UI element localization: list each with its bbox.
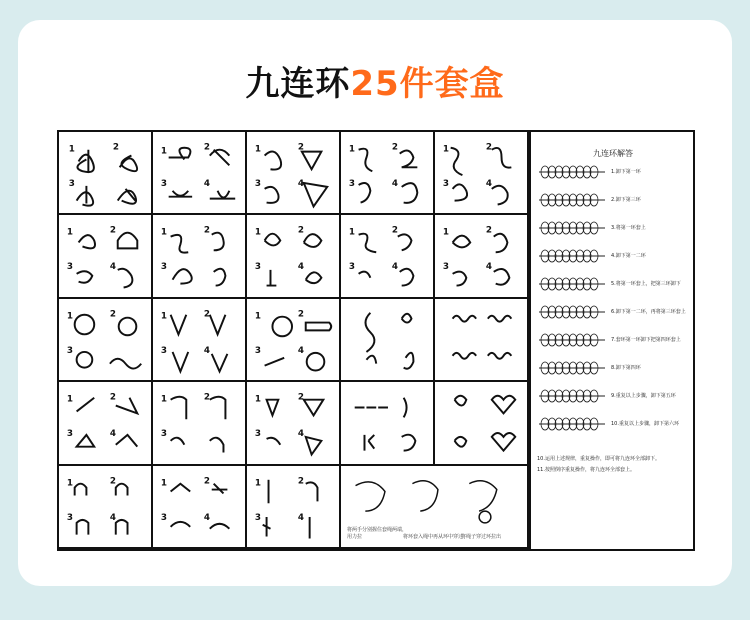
puzzle-cell xyxy=(153,466,247,549)
solution-sheet xyxy=(57,130,695,551)
svg-text:4: 4 xyxy=(203,512,211,523)
guide-step-text: 10.重复以上步骤，卸下第六环 xyxy=(611,421,679,427)
puzzle-cell xyxy=(59,215,153,298)
svg-text:2: 2 xyxy=(203,309,211,320)
svg-text:3: 3 xyxy=(66,345,73,356)
svg-text:1: 1 xyxy=(254,144,261,155)
svg-text:4: 4 xyxy=(485,178,493,189)
puzzle-cell xyxy=(59,299,153,382)
svg-text:2: 2 xyxy=(391,142,399,153)
puzzle-cell xyxy=(247,466,341,549)
ring-chain-diagram xyxy=(537,162,607,182)
ring-chain-diagram xyxy=(537,414,607,434)
svg-text:3: 3 xyxy=(160,262,167,273)
svg-text:4: 4 xyxy=(297,512,305,523)
svg-text:3: 3 xyxy=(160,178,167,189)
ring-chain-diagram xyxy=(537,246,607,266)
svg-text:2: 2 xyxy=(203,142,211,153)
puzzle-cell xyxy=(247,382,341,465)
svg-text:1: 1 xyxy=(348,144,355,155)
puzzle-cell xyxy=(341,132,435,215)
svg-text:4: 4 xyxy=(297,345,305,356)
puzzle-cell xyxy=(435,215,529,298)
solution-guide xyxy=(529,132,695,549)
ring-chain-diagram xyxy=(537,218,607,238)
svg-text:4: 4 xyxy=(203,345,211,356)
ring-chain-diagram xyxy=(537,274,607,294)
svg-text:3: 3 xyxy=(254,429,261,440)
svg-text:1: 1 xyxy=(66,394,73,405)
puzzle-cell xyxy=(153,132,247,215)
svg-text:4: 4 xyxy=(203,178,211,189)
puzzle-cell xyxy=(341,215,435,298)
svg-text:1: 1 xyxy=(442,144,449,155)
svg-text:1: 1 xyxy=(254,394,261,405)
svg-text:2: 2 xyxy=(297,476,305,487)
svg-text:3: 3 xyxy=(254,178,261,189)
svg-text:3: 3 xyxy=(160,512,167,523)
puzzle-cell xyxy=(435,382,529,465)
puzzle-cell xyxy=(247,215,341,298)
guide-note: 11.按照倒序重复操作，将九连环全部套上。 xyxy=(537,467,635,473)
svg-text:4: 4 xyxy=(109,262,117,273)
svg-text:1: 1 xyxy=(160,228,167,239)
svg-text:3: 3 xyxy=(68,178,75,189)
svg-text:1: 1 xyxy=(66,311,73,322)
guide-step-text: 6.卸下第一二环，再将第三环套上 xyxy=(611,309,686,315)
svg-text:1: 1 xyxy=(68,144,75,155)
puzzle-cell xyxy=(341,382,435,465)
page-title xyxy=(0,56,750,105)
svg-text:4: 4 xyxy=(297,178,305,189)
puzzle-cell xyxy=(153,299,247,382)
guide-step-text: 2.卸下第三环 xyxy=(611,197,641,203)
svg-text:2: 2 xyxy=(297,142,305,153)
guide-title: 九连环解答 xyxy=(593,149,633,158)
svg-text:1: 1 xyxy=(442,228,449,239)
svg-text:3: 3 xyxy=(160,429,167,440)
instruction-panel xyxy=(341,466,529,549)
svg-text:3: 3 xyxy=(254,262,261,273)
svg-text:2: 2 xyxy=(109,226,117,237)
svg-text:2: 2 xyxy=(391,226,399,237)
svg-text:1: 1 xyxy=(160,146,167,157)
svg-text:4: 4 xyxy=(109,429,117,440)
svg-text:4: 4 xyxy=(391,178,399,189)
ring-chain-diagram xyxy=(537,190,607,210)
ring-chain-diagram xyxy=(537,358,607,378)
svg-text:1: 1 xyxy=(160,478,167,489)
svg-text:3: 3 xyxy=(66,262,73,273)
svg-text:4: 4 xyxy=(297,429,305,440)
svg-text:3: 3 xyxy=(254,512,261,523)
svg-text:2: 2 xyxy=(109,392,117,403)
guide-step-text: 1.卸下第一环 xyxy=(611,169,641,175)
svg-text:2: 2 xyxy=(203,226,211,237)
guide-step-text: 3.将第一环套上 xyxy=(611,225,646,231)
guide-step-text: 5.将第一环套上，把第三环卸下 xyxy=(611,281,681,287)
svg-text:3: 3 xyxy=(160,345,167,356)
puzzle-cell xyxy=(435,299,529,382)
svg-text:2: 2 xyxy=(297,392,305,403)
puzzle-cell xyxy=(59,132,153,215)
svg-text:1: 1 xyxy=(66,478,73,489)
svg-text:3: 3 xyxy=(442,262,449,273)
puzzle-cell xyxy=(247,299,341,382)
instruction-text: 将绳子穿过环拉出 xyxy=(461,534,502,540)
guide-notes xyxy=(537,454,687,476)
svg-text:1: 1 xyxy=(348,228,355,239)
puzzle-cell xyxy=(59,466,153,549)
svg-text:2: 2 xyxy=(203,476,211,487)
svg-text:1: 1 xyxy=(254,478,261,489)
ring-chain-diagram xyxy=(537,302,607,322)
svg-text:1: 1 xyxy=(160,394,167,405)
puzzle-cell xyxy=(435,132,529,215)
svg-text:1: 1 xyxy=(254,311,261,322)
svg-text:2: 2 xyxy=(109,476,117,487)
svg-text:2: 2 xyxy=(109,309,117,320)
puzzle-cell xyxy=(341,299,435,382)
instruction-text: 将两手分别握住套绳两端，用力拉 xyxy=(347,527,408,540)
svg-text:2: 2 xyxy=(297,226,305,237)
svg-text:3: 3 xyxy=(254,345,261,356)
puzzle-cell xyxy=(247,132,341,215)
svg-text:3: 3 xyxy=(348,262,355,273)
svg-text:2: 2 xyxy=(112,142,119,153)
svg-text:1: 1 xyxy=(66,228,73,239)
puzzle-cell xyxy=(153,382,247,465)
puzzle-grid xyxy=(59,132,529,549)
svg-text:3: 3 xyxy=(66,512,73,523)
ring-chain-diagram xyxy=(537,330,607,350)
guide-step-text: 4.卸下第一二环 xyxy=(611,253,646,259)
puzzle-cell xyxy=(153,215,247,298)
guide-note: 10.运用上述规律，重复操作，即可将九连环全部卸下。 xyxy=(537,456,660,462)
ring-chain-diagram xyxy=(537,386,607,406)
guide-step-text: 9.重复以上步骤，卸下第五环 xyxy=(611,393,676,399)
svg-text:3: 3 xyxy=(348,178,355,189)
instruction-text: 将环套入绳中再从环中穿过 xyxy=(403,534,464,540)
svg-text:2: 2 xyxy=(485,142,493,153)
svg-text:3: 3 xyxy=(66,429,73,440)
svg-text:3: 3 xyxy=(442,178,449,189)
svg-text:4: 4 xyxy=(297,262,305,273)
svg-text:2: 2 xyxy=(485,226,493,237)
svg-text:2: 2 xyxy=(203,392,211,403)
svg-text:4: 4 xyxy=(391,262,399,273)
svg-text:2: 2 xyxy=(297,309,305,320)
svg-text:4: 4 xyxy=(109,512,117,523)
svg-text:1: 1 xyxy=(254,228,261,239)
guide-step-text: 8.卸下第四环 xyxy=(611,365,641,371)
svg-text:4: 4 xyxy=(485,262,493,273)
guide-step-text: 7.套环第一环卸下把第四环套上 xyxy=(611,337,681,343)
puzzle-cell xyxy=(59,382,153,465)
title-part-2: 25件套盒 xyxy=(350,64,505,104)
title-part-1: 九连环 xyxy=(245,64,351,104)
svg-text:1: 1 xyxy=(160,311,167,322)
